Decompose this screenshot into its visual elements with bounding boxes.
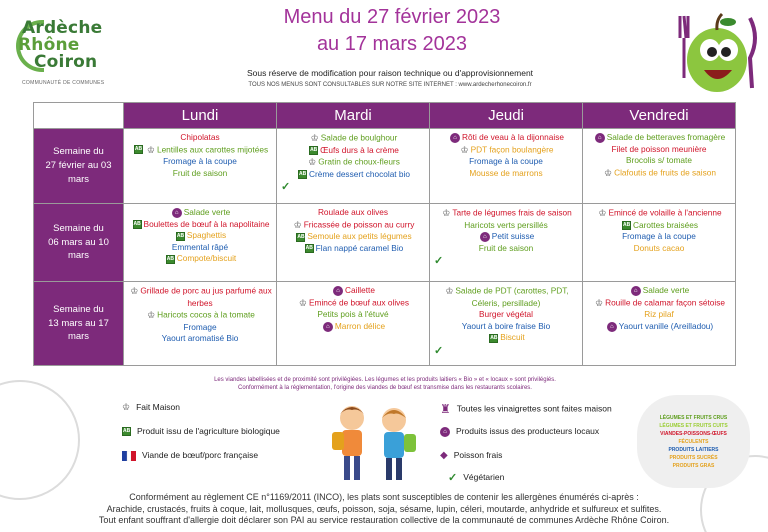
menu-item (126, 230, 274, 242)
menu-item (585, 207, 733, 220)
menu-item-text: Fruit de saison (172, 167, 228, 178)
menu-item (126, 309, 274, 322)
menu-item (432, 243, 580, 255)
color-legend-item: FÉCULENTS (678, 439, 709, 445)
menu-cell (583, 282, 736, 366)
menu-item-text: Boulettes de bœuf à la napolitaine (143, 218, 270, 229)
menu-item-text: Caillette (345, 285, 375, 295)
fait-maison-icon: ♔ (310, 133, 319, 143)
menu-item-text: PDT façon boulangère (470, 144, 554, 155)
bio-icon: AB (490, 334, 498, 341)
footer-line2: Arachide, crustacés, fruits à coque, lait, mollusques, œufs, poisson, soja, sésame, lupin, céleri, moutarde, anhydride et sulfureux et sulfites. (106, 504, 662, 514)
menu-item-text: Petits pois à l'étuvé (317, 309, 389, 320)
logo-line2: Rhône (18, 35, 80, 55)
menu-cell (124, 204, 277, 282)
legend-locaux (438, 426, 599, 437)
menu-item-text: Marron délice (334, 320, 386, 331)
table-corner (34, 103, 124, 129)
local-producer-icon: ⌂ (440, 427, 450, 437)
menu-item-text: Fruit de saison (478, 242, 534, 253)
menu-item-text: Mousse de marrons (469, 167, 543, 178)
local-icon: ⌂ (595, 133, 605, 143)
bio-icon: AB (134, 146, 143, 153)
bottles-icon: ♜ (440, 402, 451, 416)
legend-label: Poisson frais (453, 450, 503, 460)
menu-item (432, 231, 580, 243)
menu-cell (124, 282, 277, 366)
bio-icon: AB (133, 220, 141, 227)
menu-item (432, 144, 580, 157)
menu-table (33, 102, 736, 366)
color-legend-item: PRODUITS LAITIERS (668, 447, 719, 453)
menu-item (126, 132, 274, 144)
menu-item (432, 332, 580, 344)
menu-item (432, 220, 580, 232)
menu-item (432, 254, 580, 269)
menu-item-text: Salade de PDT (carottes, PDT, Céleris, persillade) (455, 285, 569, 308)
week-row (34, 129, 736, 204)
ab-bio-icon: AB (123, 428, 131, 435)
bio-icon: AB (305, 245, 313, 252)
menu-cell (277, 282, 430, 366)
menu-item-text: Yaourt aromatisé Bio (161, 333, 239, 344)
menu-cell (583, 204, 736, 282)
menu-item-text: Semoule aux petits légumes (307, 231, 412, 242)
menu-item-text: Brocolis s/ tomate (626, 155, 692, 166)
logo-subtitle: COMMUNAUTÉ DE COMMUNES (22, 80, 105, 86)
menu-item-text: Haricots cocos à la tomate (157, 309, 255, 320)
note-line1: Les viandes labellisées et de proximité sont privilégiées. Les légumes et les produits laitiers « Bio » et « locaux » sont privilégiés. (214, 377, 556, 383)
legend-label: Produit issu de l'agriculture biologique (137, 426, 280, 436)
page-title-line1: Menu du 27 février 2023 (283, 6, 501, 28)
bio-icon: AB (299, 171, 307, 178)
local-icon: ⌂ (607, 322, 617, 332)
week-label-line: Semaine du (53, 303, 104, 315)
menu-item-text: Yaourt vanille (Areilladou) (618, 320, 714, 331)
menu-item-text: Tarte de légumes frais de saison (452, 207, 572, 218)
menu-item (585, 155, 733, 167)
color-legend-item: PRODUITS SUCRÉS (669, 455, 718, 461)
legend-label: Fait Maison (136, 402, 181, 412)
week-row (34, 204, 736, 282)
menu-item-text: Salade verte (642, 285, 690, 295)
legend-fait-maison (120, 402, 180, 413)
color-legend-item: LÉGUMES ET FRUITS CUITS (659, 423, 728, 429)
note-line2: Conformément à la réglementation, l'origine des viandes de bœuf est transmise dans les restaurants scolaires. (238, 385, 532, 391)
children-illustration-icon (318, 400, 428, 492)
menu-item-text: Clafoutis de fruits de saison (614, 167, 716, 178)
menu-item-text: Gratin de choux-fleurs (318, 156, 400, 167)
footer-line1: Conformément au règlement CE n°1169/2011 (INCO), les plats sont susceptibles de contenir les allergènes énumérés ci-après : (129, 492, 639, 502)
menu-cell (583, 129, 736, 204)
website-note: TOUS NOS MENUS SONT CONSULTABLES SUR NOTRE SITE INTERNET : www.ardecherhonecoiron.fr (248, 82, 532, 88)
week-label (34, 282, 124, 366)
french-flag-icon (122, 451, 136, 461)
menu-item-text: Lentilles aux carottes mijotées (156, 144, 269, 155)
menu-item (126, 219, 274, 231)
menu-item (126, 168, 274, 180)
menu-item (585, 309, 733, 321)
week-label-line: Semaine du (53, 146, 104, 158)
legend-bio (120, 426, 280, 436)
menu-item-text: Salade de boulghour (320, 132, 398, 143)
color-legend-item: VIANDES-POISSONS-ŒUFS (660, 431, 727, 437)
footer-line3: Tout enfant souffrant d'allergie doit déclarer son PAI au service restauration collective de la communauté de communes Ardèche Rhône Coiron. (98, 515, 670, 525)
vegetarien-icon: ✓ (434, 255, 444, 268)
menu-item (279, 321, 427, 333)
fait-maison-icon: ♔ (293, 219, 302, 230)
menu-item (585, 167, 733, 180)
menu-item-text: Fricassée de poisson au curry (303, 219, 415, 230)
bio-icon: AB (166, 255, 174, 262)
menu-item-text: Rouille de calamar façon sétoise (605, 297, 725, 308)
apple-mascot-icon (650, 8, 765, 103)
menu-item (126, 285, 274, 309)
menu-item (432, 344, 580, 359)
menu-item-text: Fromage à la coupe (163, 156, 237, 167)
menu-item (279, 219, 427, 232)
menu-item-text: Fromage à la coupe (469, 156, 543, 167)
menu-item-text: Yaourt à boire fraise Bio (461, 320, 551, 331)
menu-item (585, 231, 733, 243)
menu-item-text: Riz pilaf (644, 309, 674, 320)
week-label-line: mars (67, 331, 90, 343)
menu-cell (430, 204, 583, 282)
menu-item (585, 297, 733, 310)
menu-cell (277, 129, 430, 204)
menu-item (432, 207, 580, 220)
reserve-note: Sous réserve de modification pour raison technique ou d'approvisionnement (246, 68, 534, 78)
menu-item (432, 132, 580, 144)
menu-item (279, 180, 427, 195)
week-label-line: 13 mars au 17 (48, 317, 109, 329)
week-label (34, 129, 124, 204)
fait-maison-icon: ♔ (460, 144, 469, 155)
menu-item (585, 285, 733, 297)
fait-maison-icon: ♔ (604, 167, 613, 178)
bio-icon: AB (297, 233, 305, 240)
menu-item (279, 243, 427, 255)
menu-item (585, 220, 733, 232)
menu-item (432, 156, 580, 168)
fait-maison-icon: ♔ (442, 208, 451, 218)
menu-item-text: Filet de poisson meunière (611, 143, 707, 154)
vegetarian-check-icon: ✓ (448, 472, 458, 484)
menu-item-text: Biscuit (500, 332, 525, 343)
menu-item-text: Salade verte (183, 207, 231, 217)
menu-item (279, 309, 427, 321)
menu-item (279, 285, 427, 297)
fait-maison-icon: ♔ (595, 297, 604, 308)
color-legend-item: PRODUITS GRAS (672, 463, 715, 469)
menu-item-text: Burger végétal (479, 309, 533, 320)
week-label-line: 27 février au 03 (45, 160, 112, 172)
menu-item (126, 242, 274, 254)
fait-maison-icon: ♔ (598, 208, 607, 218)
menu-item-text: Emincé de bœuf aux olives (309, 297, 410, 308)
menu-item (126, 144, 274, 157)
menu-item (432, 168, 580, 180)
logo-line1: Ardèche (22, 18, 103, 38)
color-legend-item: LÉGUMES ET FRUITS CRUS (659, 415, 728, 421)
legend-label: Viande de bœuf/porc française (142, 450, 259, 460)
menu-item-text: Donuts cacao (633, 242, 685, 253)
food-color-legend (637, 395, 750, 488)
menu-item-text: Rôti de veau à la dijonnaise (462, 132, 564, 142)
vegetarien-icon: ✓ (434, 345, 444, 358)
menu-item-text: Spaghettis (186, 230, 227, 241)
menu-item-text: Emmental râpé (171, 241, 229, 252)
week-label-line: 06 mars au 10 (48, 236, 109, 248)
menu-item (279, 132, 427, 145)
menu-item-text: Chipolatas (180, 132, 220, 142)
legend-label: Produits issus des producteurs locaux (456, 426, 600, 436)
menu-cell (277, 204, 430, 282)
fait-maison-icon: ♔ (147, 310, 156, 321)
menu-item-text: Carottes braisées (632, 219, 699, 230)
menu-item-text: Flan nappé caramel Bio (315, 242, 404, 253)
menu-item (585, 321, 733, 333)
menu-item-text: Crème dessert chocolat bio (309, 168, 410, 179)
logo-line3: Coiron (34, 52, 98, 72)
menu-item (126, 253, 274, 265)
menu-item (126, 207, 274, 219)
menu-item (279, 231, 427, 243)
menu-item (432, 309, 580, 321)
local-icon: ⌂ (631, 286, 641, 296)
week-label-line: mars (67, 250, 90, 262)
menu-item-text: Petit suisse (491, 231, 535, 242)
day-header: Mardi (277, 103, 430, 129)
menu-item-text: Fromage à la coupe (622, 231, 696, 242)
menu-item (126, 333, 274, 345)
day-header: Vendredi (583, 103, 736, 129)
page-title-line2: au 17 mars 2023 (316, 33, 468, 55)
local-icon: ⌂ (333, 286, 343, 296)
menu-item-text: Haricots verts persillés (464, 219, 548, 230)
vegetarien-icon: ✓ (281, 181, 291, 194)
menu-item-text: Emincé de volaille à l'ancienne (608, 207, 722, 218)
day-header: Lundi (124, 103, 277, 129)
week-row (34, 282, 736, 366)
week-label-line: mars (67, 173, 90, 185)
menu-item-text: Roulade aux olives (317, 207, 389, 217)
logo (14, 18, 134, 90)
menu-cell (430, 129, 583, 204)
day-header: Jeudi (430, 103, 583, 129)
local-icon: ⌂ (172, 208, 182, 218)
week-label-line: Semaine du (53, 222, 104, 234)
menu-item (279, 207, 427, 219)
bio-icon: AB (176, 232, 185, 239)
legend-label: Végétarien (463, 471, 505, 482)
local-icon: ⌂ (450, 133, 460, 143)
menu-item (279, 297, 427, 310)
menu-item (585, 243, 733, 255)
fait-maison-icon: ♔ (146, 144, 155, 155)
menu-item (585, 132, 733, 144)
menu-item (279, 169, 427, 181)
fait-maison-icon: ♔ (445, 286, 454, 296)
fait-maison-icon: ♔ (130, 286, 139, 296)
menu-item-text: Fromage (183, 321, 217, 332)
menu-item (279, 156, 427, 169)
decorative-swirl (0, 380, 80, 500)
legend-label: Toutes les vinaigrettes sont faites maison (456, 403, 612, 414)
menu-item (585, 144, 733, 156)
menu-item (279, 145, 427, 157)
menu-item (126, 322, 274, 334)
local-icon: ⌂ (480, 232, 490, 242)
bio-icon: AB (310, 146, 318, 153)
fait-maison-icon: ♔ (298, 297, 307, 308)
menu-item-text: Œufs durs à la crème (320, 144, 399, 155)
menu-item-text: Grillade de porc au jus parfumé aux herbes (140, 285, 272, 308)
menu-item (126, 156, 274, 168)
legend-vegetarien (446, 471, 504, 484)
fish-icon: ◆ (440, 450, 448, 462)
legend-viande (120, 450, 258, 461)
legend-poisson (438, 450, 502, 461)
menu-cell (124, 129, 277, 204)
menu-item (432, 285, 580, 309)
chef-hat-icon: ♔ (122, 402, 131, 413)
legend-vinaigrettes (438, 402, 612, 416)
week-label (34, 204, 124, 282)
local-icon: ⌂ (323, 322, 333, 332)
menu-item-text: Compote/biscuit (176, 253, 237, 264)
bio-icon: AB (622, 221, 631, 228)
menu-cell (430, 282, 583, 366)
menu-item (432, 321, 580, 333)
fait-maison-icon: ♔ (308, 157, 317, 168)
menu-item-text: Salade de betteraves fromagère (606, 132, 726, 142)
